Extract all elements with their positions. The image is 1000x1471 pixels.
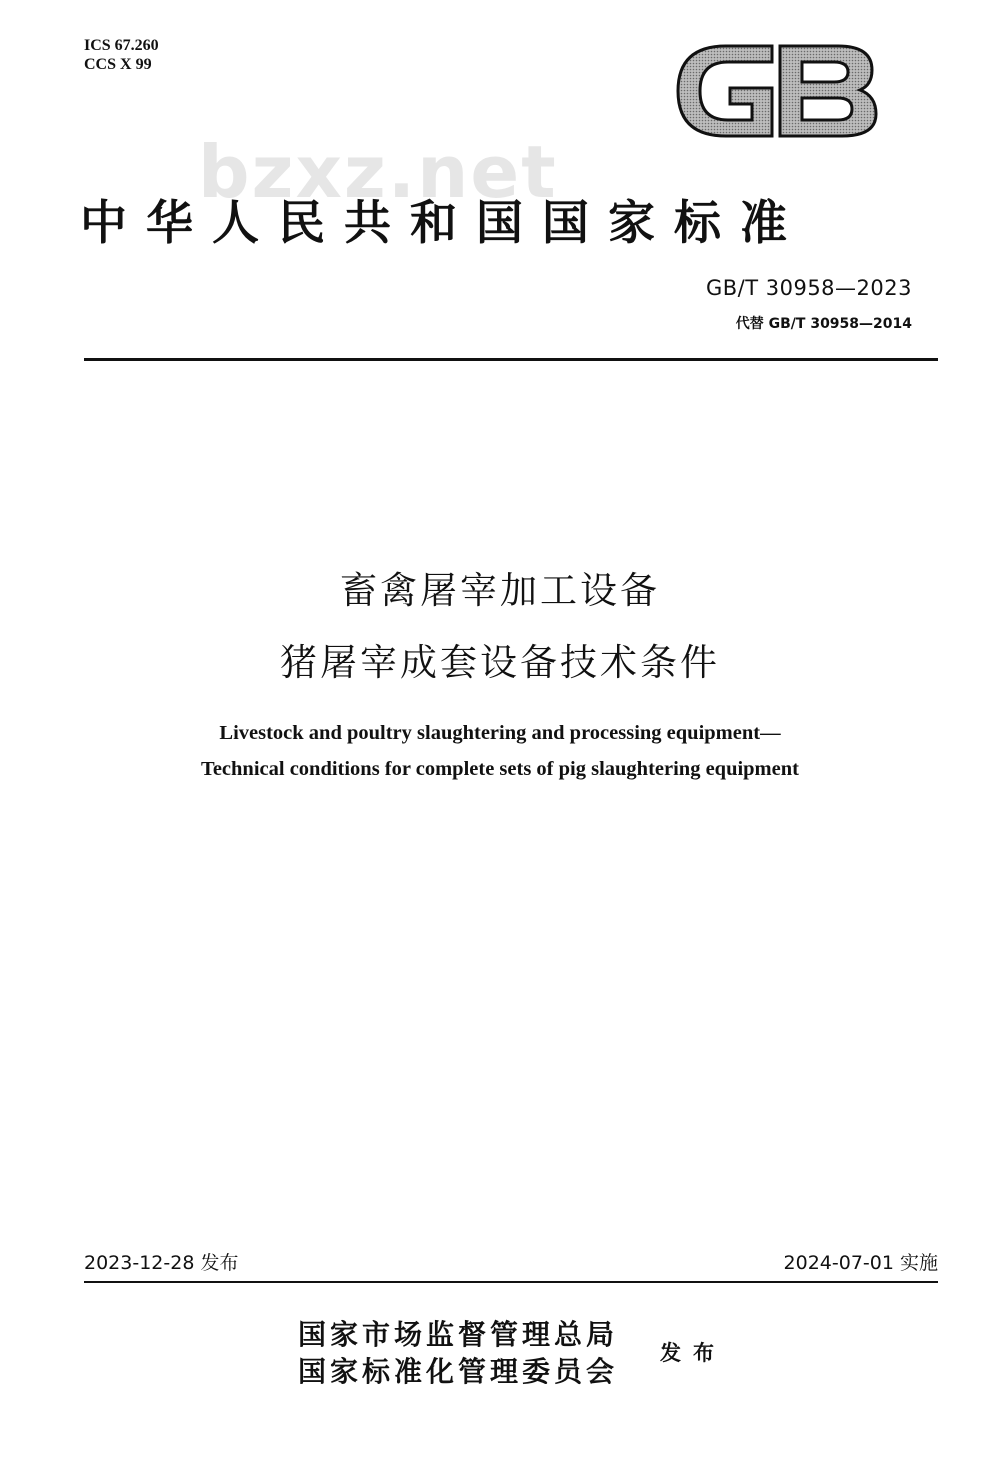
national-standard-title: 中华人民共和国国家标准 [80, 196, 806, 251]
watermark-text: bzxz.net [198, 130, 558, 214]
document-title-en-line1: Livestock and poultry slaughtering and processing equipment— [219, 722, 781, 744]
document-title-zh-line2: 猪屠宰成套设备技术条件 [280, 641, 720, 684]
logo-letter-b [780, 46, 876, 136]
standard-number: GB/T 30958—2023 [705, 276, 912, 300]
publisher-sac: 国家标准化管理委员会 [298, 1355, 619, 1388]
publish-label: 发布 [660, 1340, 726, 1365]
bottom-divider [84, 1281, 938, 1283]
logo-letter-g [678, 46, 772, 136]
document-title-en-line2: Technical conditions for complete sets of pig slaughtering equipment [201, 758, 799, 780]
gb-logo [674, 38, 880, 144]
classification-codes [84, 36, 159, 74]
top-divider [84, 358, 938, 361]
issue-date: 2023-12-28 发布 [84, 1252, 239, 1274]
implementation-date: 2024-07-01 实施 [783, 1252, 938, 1274]
replaces-standard: 代替 GB/T 30958—2014 [735, 316, 912, 332]
document-title-zh-line1: 畜禽屠宰加工设备 [340, 569, 660, 612]
publisher-samr: 国家市场监督管理总局 [298, 1318, 619, 1351]
publishers-block [298, 1316, 618, 1390]
ics-code: ICS 67.260 [84, 37, 159, 54]
ccs-code: CCS X 99 [84, 56, 152, 73]
